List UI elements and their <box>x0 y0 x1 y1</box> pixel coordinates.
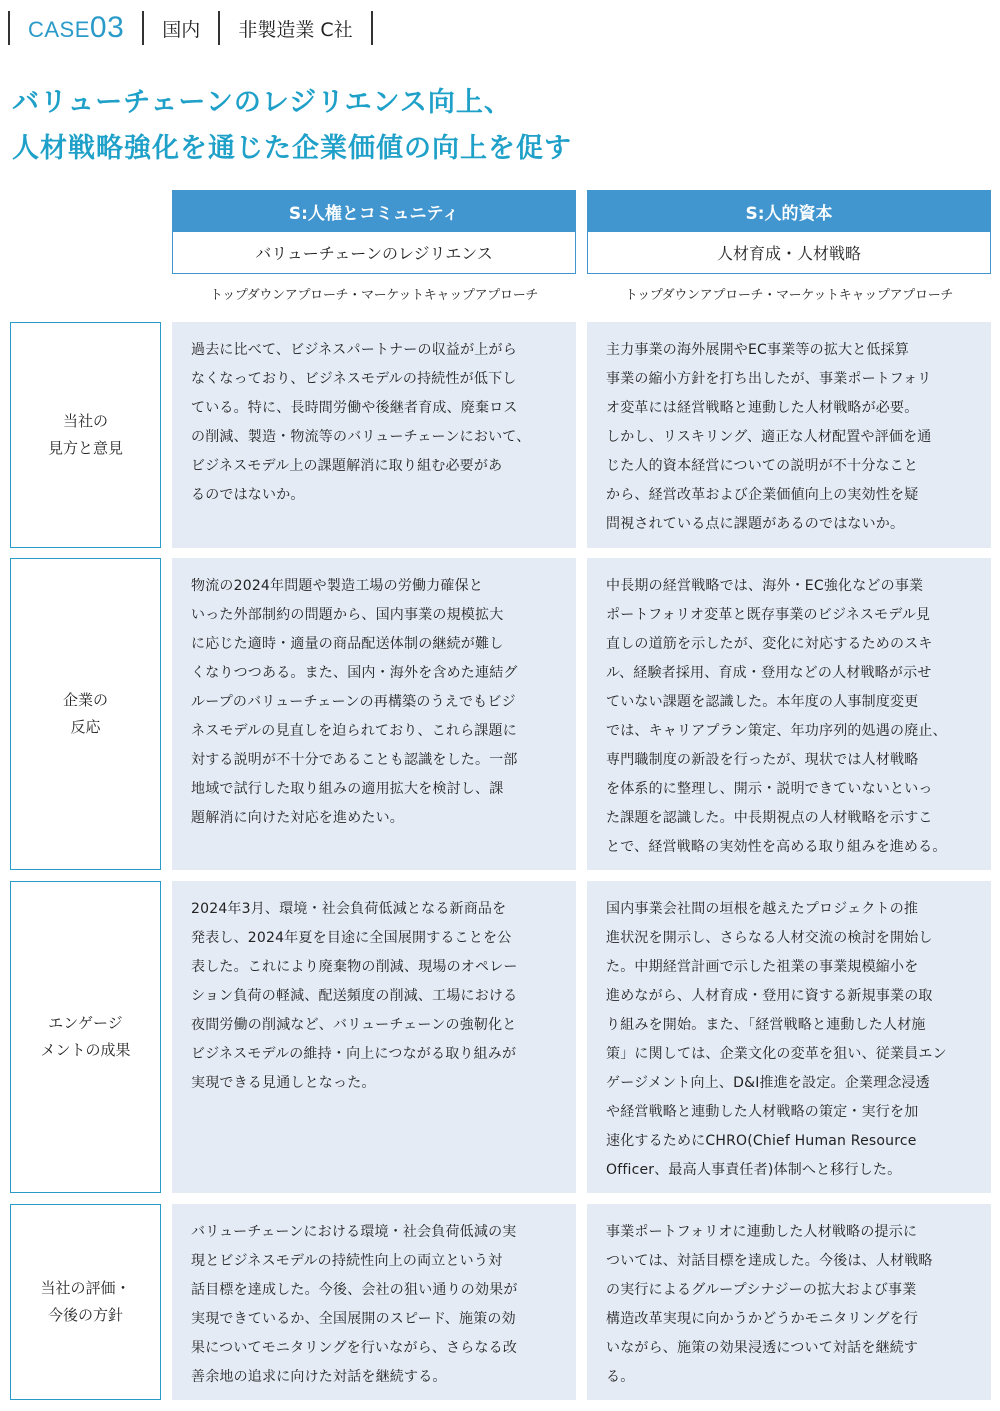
case-number: 03 <box>89 11 125 44</box>
row-label-evaluation <box>10 1204 161 1400</box>
row-label-line: メントの成果 <box>40 1041 131 1059</box>
row-label-line: エンゲージ <box>48 1014 123 1032</box>
case-label <box>8 11 142 45</box>
cell-results-human-capital: 国内事業会社間の垣根を越えたプロジェクトの推 進状況を開示し、さらなる人材交流の検討を開始し た。中期経営計画で示した祖業の事業規模縮小を 進めながら、人材育成・登用に資する新規事業の取 り組みを開始。また、「経営戦略と連動した人材施 策」に関しては、企業文化の変革を狙い、従業員エン ゲージメント向上、D&I推進を設定。企業理念浸透 や経営戦略と連動した人材戦略の策定・実行を加 速化するためにCHRO(Chief Human Resource Officer、最高人事責任者)体制へと移行した。 <box>587 881 991 1193</box>
column-header-human-rights <box>172 190 576 303</box>
page-title-line-1: バリューチェーンのレジリエンス向上、 <box>12 87 512 118</box>
case-region: 国内 <box>142 11 218 45</box>
row-label-view <box>10 322 161 548</box>
cell-results-human-rights: 2024年3月、環境・社会負荷低減となる新商品を 発表し、2024年夏を目途に全国展開することを公 表した。これにより廃棄物の削減、現場のオペレー ション負荷の軽減、配送頻度の削減、工場における 夜間労働の削減など、バリューチェーンの強靭化と ビジネスモデルの維持・向上につながる取り組みが 実現できる見通しとなった。 <box>172 881 576 1193</box>
cell-evaluation-human-capital: 事業ポートフォリオに連動した人材戦略の提示に ついては、対話目標を達成した。今後は、人材戦略 の実行によるグループシナジーの拡大および事業 構造改革実現に向かうかどうかモニタリングを行 いながら、施策の効果浸透について対話を継続す る。 <box>587 1204 991 1400</box>
cell-evaluation-human-rights: バリューチェーンにおける環境・社会負荷低減の実 現とビジネスモデルの持続性向上の両立という対 話目標を達成した。今後、会社の狙い通りの効果が 実現できているか、全国展開のスピード、施策の効 果についてモニタリングを行いながら、さらなる改 善余地の追求に向けた対話を継続する。 <box>172 1204 576 1400</box>
column-subtheme: 人材育成・人材戦略 <box>587 232 991 274</box>
row-label-line: 当社の <box>62 412 108 430</box>
page-title-line-2: 人材戦略強化を通じた企業価値の向上を促す <box>12 133 572 164</box>
case-header <box>8 10 373 46</box>
column-approach: トップダウンアプローチ・マーケットキャップアプローチ <box>624 288 954 303</box>
row-label-response <box>10 558 161 870</box>
row-label-line: 見方と意見 <box>47 439 123 457</box>
column-theme: S:人権とコミュニティ <box>172 190 576 232</box>
page-title <box>12 80 572 172</box>
case-prefix: CASE <box>28 17 90 42</box>
column-approach: トップダウンアプローチ・マーケットキャップアプローチ <box>209 288 539 303</box>
case-header-divider <box>371 11 373 45</box>
column-theme: S:人的資本 <box>587 190 991 232</box>
column-header-human-capital <box>587 190 991 303</box>
column-subtheme: バリューチェーンのレジリエンス <box>172 232 576 274</box>
case-company: 非製造業 C社 <box>218 11 370 45</box>
cell-view-human-rights: 過去に比べて、ビジネスパートナーの収益が上がら なくなっており、ビジネスモデルの持続性が低下し ている。特に、長時間労働や後継者育成、廃棄ロス の削減、製造・物流等のバリューチェーンにおいて、 ビジネスモデル上の課題解消に取り組む必要があ るのではないか。 <box>172 322 576 548</box>
cell-response-human-rights: 物流の2024年問題や製造工場の労働力確保と いった外部制約の問題から、国内事業の規模拡大 に応じた適時・適量の商品配送体制の継続が難し くなりつつある。また、国内・海外を含めた連結グ ループのバリューチェーンの再構築のうえでもビジ ネスモデルの見直しを迫られており、これら課題に 対する説明が不十分であることも認識をした。一部 地域で試行した取り組みの適用拡大を検討し、課 題解消に向けた対応を進めたい。 <box>172 558 576 870</box>
row-label-line: 今後の方針 <box>47 1306 123 1324</box>
cell-response-human-capital: 中長期の経営戦略では、海外・EC強化などの事業 ポートフォリオ変革と既存事業のビジネスモデル見 直しの道筋を示したが、変化に対応するためのスキ ル、経験者採用、育成・登用などの人材戦略が示せ ていない課題を認識した。本年度の人事制度変更 では、キャリアプラン策定、年功序列的処遇の廃止、 専門職制度の新設を行ったが、現状では人材戦略 を体系的に整理し、開示・説明できていないといっ た課題を認識した。中長期視点の人材戦略を示すこ とで、経営戦略の実効性を高める取り組みを進める。 <box>587 558 991 870</box>
row-label-line: 反応 <box>70 718 101 736</box>
cell-view-human-capital: 主力事業の海外展開やEC事業等の拡大と低採算 事業の縮小方針を打ち出したが、事業ポートフォリ オ変革には経営戦略と連動した人材戦略が必要。 しかし、リスキリング、適正な人材配置や評価を通 じた人的資本経営についての説明が不十分なこと から、経営改革および企業価値向上の実効性を疑 問視されている点に課題があるのではないか。 <box>587 322 991 548</box>
row-label-line: 当社の評価・ <box>40 1279 131 1297</box>
row-label-results <box>10 881 161 1193</box>
row-label-line: 企業の <box>62 691 108 709</box>
